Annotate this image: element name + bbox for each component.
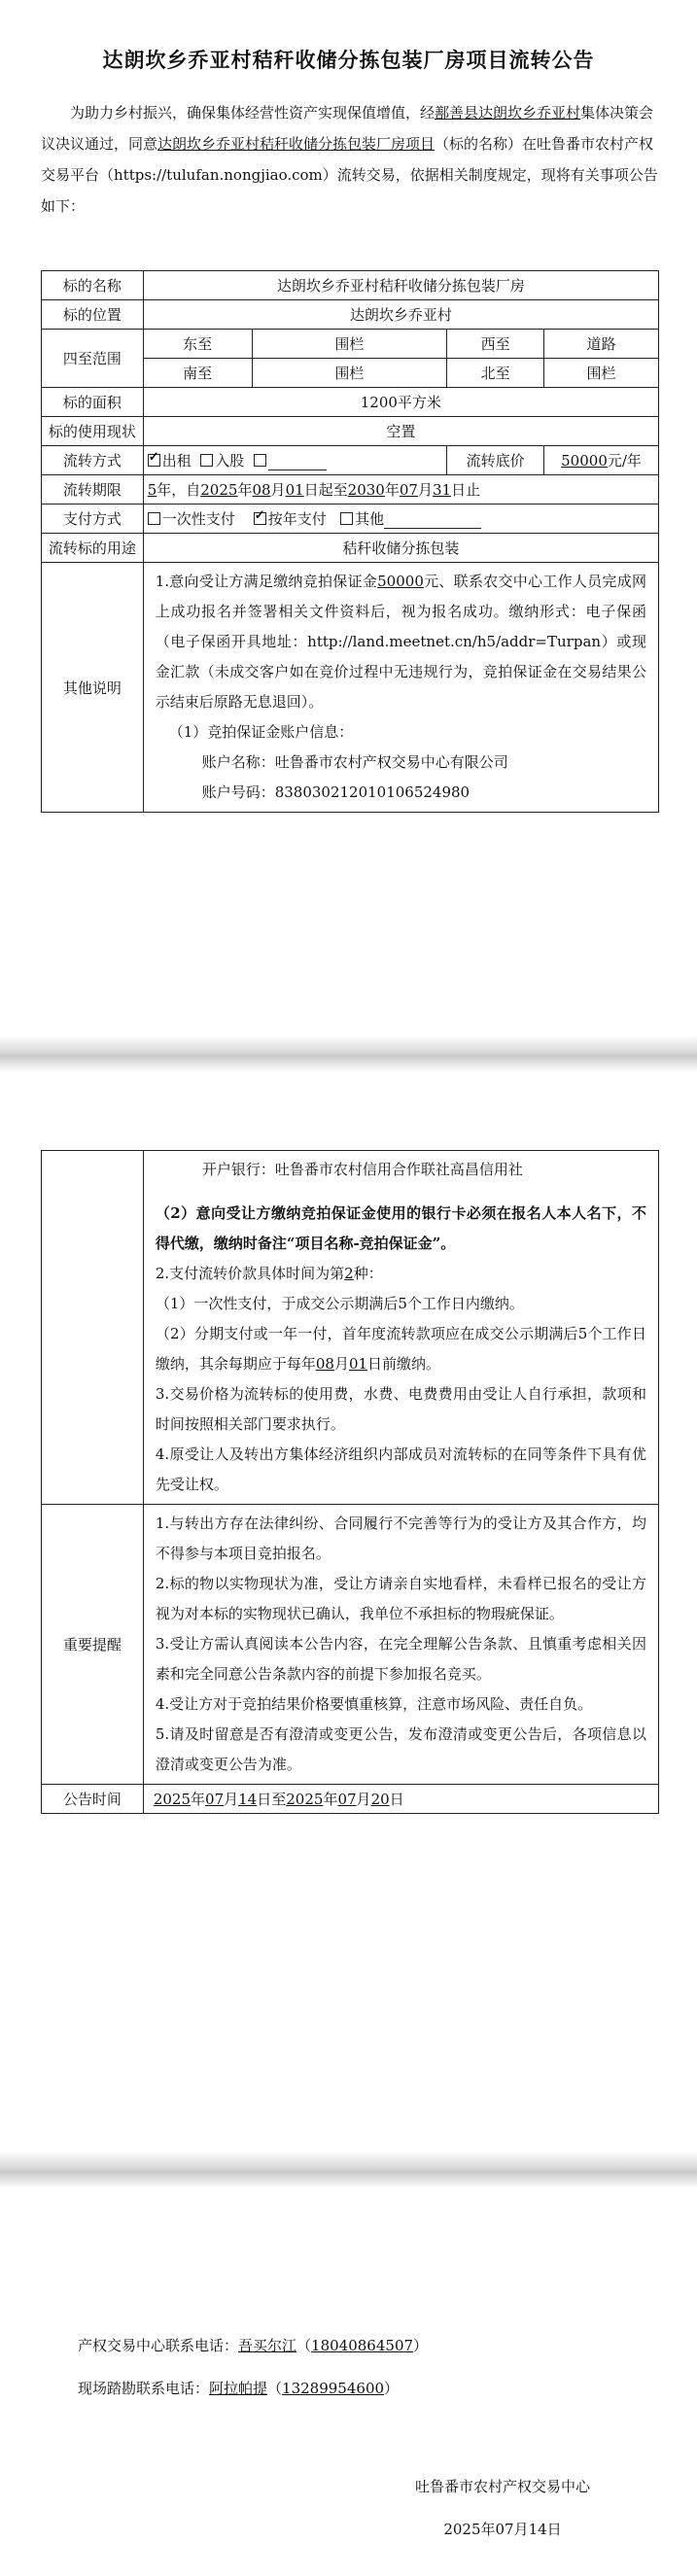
- payment-options: [143, 505, 658, 534]
- page-2: [0, 1072, 697, 2151]
- row-other: [42, 563, 659, 813]
- intro-text-2: 集体决策会议决议通过，同意: [41, 104, 654, 153]
- use-label: 流转标的用途: [42, 534, 144, 563]
- reminder-item: 3.受让方需认真阅读本公告内容，在完全理解公告条款、且慎重考虑相关因素和完全同意公告条款内容的前提下参加报名竞买。: [155, 1635, 646, 1683]
- mode-option-rent: 出租: [161, 452, 192, 470]
- row-area: [42, 388, 659, 417]
- period-text: 日止: [451, 481, 481, 499]
- row-reminders: [42, 1505, 659, 1785]
- checkbox-other-icon[interactable]: [254, 454, 266, 467]
- location-value: 达朗坎乡乔亚村: [143, 300, 658, 330]
- status-label: 标的使用现状: [42, 417, 144, 446]
- continued-table: [41, 1150, 659, 1814]
- base-price-label: 流转底价: [447, 446, 544, 475]
- issuer-name: 吐鲁番市农村产权交易中心: [414, 2478, 590, 2495]
- north-label: 北至: [447, 359, 544, 388]
- intro-paragraph: [41, 97, 659, 222]
- page-separator: [0, 2151, 697, 2188]
- other-notes: [143, 563, 658, 813]
- checkbox-lump-sum-icon[interactable]: [148, 512, 160, 525]
- location-label: 标的位置: [42, 300, 144, 330]
- base-price-value: [544, 446, 659, 475]
- time-text: 日: [389, 1791, 404, 1808]
- row-announce-time: [42, 1785, 659, 1814]
- row-period: [42, 475, 659, 505]
- payment-option-lump-sum: 一次性支付: [161, 510, 235, 528]
- intro-text-1: 为助力乡村振兴，确保集体经营性资产实现保值增值，经: [70, 104, 436, 122]
- payment-label: 支付方式: [42, 505, 144, 534]
- announce-time-value: [143, 1785, 658, 1814]
- page-separator: [0, 1035, 697, 1072]
- period-value: [143, 475, 658, 505]
- other-notes-continued: [143, 1151, 658, 1505]
- reminder-item: 2.标的物以实物现状为准，受让方请亲自实地看样，未看样已报名的受让方视为对本标的实物现状已确认，我单位不承担标的物瑕疵保证。: [155, 1575, 646, 1622]
- row-name: [42, 271, 659, 300]
- period-text: 年: [237, 481, 253, 499]
- account-name: 账户名称：吐鲁番市农村产权交易中心有限公司: [201, 753, 508, 771]
- row-use: [42, 534, 659, 563]
- base-price-amount: 50000: [561, 452, 608, 470]
- period-end-year: 2030: [347, 481, 385, 499]
- contact-site-survey: 现场踏勘联系电话：阿拉帕提（13289954600）: [78, 2380, 400, 2397]
- deposit-account-heading: （1）竞拍保证金账户信息：: [168, 723, 354, 741]
- pay-installment-month: 08: [315, 1355, 334, 1373]
- period-years: 5: [147, 481, 157, 499]
- period-end-day: 31: [432, 481, 452, 499]
- mode-label: 流转方式: [42, 446, 144, 475]
- time-start-year: 2025: [153, 1791, 192, 1808]
- contact-exchange-center: 产权交易中心联系电话：吾买尔江（18040864507）: [78, 2337, 429, 2354]
- bank-name: 开户银行：吐鲁番市农村信用合作联社高昌信用社: [201, 1161, 523, 1178]
- priority-note: 4.原受让人及转出方集体经济组织内部成员对流转标的在同等条件下具有优先受让权。: [155, 1445, 646, 1493]
- row-other-continued: [42, 1151, 659, 1505]
- reminder-item: 1.与转出方存在法律纠纷、合同履行不完善等行为的受让方及其合作方，均不得参与本项目竞拍报名。: [155, 1514, 646, 1562]
- deposit-card-notice: （2）意向受让方缴纳竞拍保证金使用的银行卡必须在报名人本人名下，不得代缴，缴纳时备注“项目名称-竞拍保证金”。: [155, 1204, 646, 1252]
- east-value: 围栏: [252, 330, 447, 359]
- pay-installment-text: （2）分期支付或一年一付，首年度流转款项应在成交公示期满后5个工作日缴纳，其余每期应于每年: [155, 1325, 646, 1373]
- info-table: [41, 270, 659, 813]
- intro-org: 鄯善县达朗坎乡乔亚村: [435, 104, 581, 122]
- payment-option-annual: 按年支付: [267, 510, 327, 528]
- period-end-month: 07: [399, 481, 418, 499]
- contact-label: 现场踏勘联系电话：: [78, 2380, 210, 2397]
- other-note-1c: 元、联系农交中心工作人员完成网上成功报名并签署相关文件资料后，视为报名成功。缴纳形式：电子保函（电子保函开具地址：http://land.meetnet.cn/h5/addr=Turpan）或现金汇款（未成交客户如在竞价过程中无违规行为，竞拍保证金在交易结果公示结束后原路无息退回）。: [155, 573, 646, 711]
- period-text: 月: [270, 481, 286, 499]
- bounds-label: 四至范围: [42, 330, 144, 388]
- pay-time-text: 2.支付流转价款具体时间为第: [155, 1265, 345, 1282]
- price-note: 3.交易价格为流转标的使用费，水费、电费费用由受让人自行承担，款项和时间按照相关部门要求执行。: [155, 1385, 646, 1433]
- time-text: 月: [356, 1791, 371, 1808]
- intro-text-3: （标的名称）在吐鲁番市农村产权交易平台（https://tulufan.nongjiao.com）流转交易，依据相关制度规定，现将有关事项公告如下：: [41, 135, 658, 215]
- row-mode: [42, 446, 659, 475]
- payment-other-blank: [384, 528, 481, 529]
- pay-installment-text: 日前缴纳。: [367, 1355, 441, 1373]
- period-text: 月: [417, 481, 433, 499]
- east-label: 东至: [143, 330, 252, 359]
- name-value: 达朗坎乡乔亚村秸秆收储分拣包装厂房: [143, 271, 658, 300]
- payment-option-other: 其他: [355, 510, 385, 528]
- period-text: 日起至: [303, 481, 348, 499]
- south-label: 南至: [143, 359, 252, 388]
- row-location: [42, 300, 659, 330]
- row-bounds-1: [42, 330, 659, 359]
- page-3: [0, 2188, 697, 2576]
- pay-installment-day: 01: [348, 1355, 368, 1373]
- area-label: 标的面积: [42, 388, 144, 417]
- reminder-list: [143, 1505, 658, 1785]
- announce-time-label: 公告时间: [42, 1785, 144, 1814]
- pay-lump-sum-note: （1）一次性支付，于成交公示期满后5个工作日内缴纳。: [155, 1295, 524, 1312]
- contacts: [78, 2324, 428, 2410]
- reminder-item: 4.受让方对于竞拍结果价格要慎重核算，注意市场风险、责任自负。: [155, 1695, 593, 1713]
- base-price-unit: 元/年: [607, 452, 642, 470]
- period-start-year: 2025: [200, 481, 238, 499]
- reminder-item: 5.请及时留意是否有澄清或变更公告，发布澄清或变更公告后，各项信息以澄清或变更公告为准。: [155, 1725, 646, 1773]
- time-start-day: 14: [238, 1791, 258, 1808]
- mode-options: [143, 446, 447, 475]
- contact-name: 吾买尔江: [238, 2337, 297, 2354]
- area-value: 1200平方米: [143, 388, 658, 417]
- checkbox-pay-other-icon[interactable]: [340, 512, 353, 525]
- south-value: 围栏: [252, 359, 447, 388]
- time-text: 日至: [257, 1791, 287, 1808]
- pay-installment-text: 月: [333, 1355, 349, 1373]
- account-number: 账户号码：8380302120101065249​80: [201, 783, 470, 801]
- period-text: 年，自: [157, 481, 201, 499]
- issue-date: 2025年07月14日: [443, 2521, 562, 2538]
- intro-project: 达朗坎乡乔亚村秸秆收储分拣包装厂房项目: [157, 135, 436, 153]
- time-text: 年: [191, 1791, 206, 1808]
- page-1: [0, 0, 697, 1035]
- period-text: 年: [384, 481, 400, 499]
- time-text: 月: [224, 1791, 239, 1808]
- other-label: 其他说明: [42, 563, 144, 813]
- time-end-month: 07: [337, 1791, 357, 1808]
- deposit-amount: 50000: [377, 573, 424, 590]
- row-status: [42, 417, 659, 446]
- reminder-label: 重要提醒: [42, 1505, 144, 1785]
- contact-phone[interactable]: 18040864507: [311, 2337, 414, 2354]
- north-value: 围栏: [544, 359, 659, 388]
- name-label: 标的名称: [42, 271, 144, 300]
- contact-phone[interactable]: 13289954600: [282, 2380, 385, 2397]
- contact-label: 产权交易中心联系电话：: [78, 2337, 239, 2354]
- time-text: 年: [323, 1791, 338, 1808]
- page-title: 达朗坎乡乔亚村秸秆收储分拣包装厂房项目流转公告: [102, 49, 595, 72]
- period-start-day: 01: [285, 481, 304, 499]
- other-label-continued: [42, 1151, 144, 1505]
- period-start-month: 08: [252, 481, 271, 499]
- time-end-year: 2025: [286, 1791, 324, 1808]
- mode-option-share: 入股: [215, 452, 245, 470]
- checkbox-share-icon[interactable]: [200, 454, 213, 467]
- west-label: 西至: [447, 330, 544, 359]
- pay-time-option: 2: [344, 1265, 354, 1282]
- other-note-1a: 1.意向受让方满足缴纳竞拍保证金: [155, 573, 378, 590]
- contact-name: 阿拉帕提: [209, 2380, 268, 2397]
- west-value: 道路: [544, 330, 659, 359]
- checkbox-annual-checked-icon[interactable]: [254, 512, 266, 525]
- row-payment: [42, 505, 659, 534]
- time-start-month: 07: [205, 1791, 225, 1808]
- checkbox-rent-checked-icon[interactable]: [148, 454, 160, 467]
- use-value: 秸秆收储分拣包装: [143, 534, 658, 563]
- pay-time-text-end: 种：: [353, 1265, 383, 1282]
- signature-block: [415, 2465, 590, 2551]
- period-label: 流转期限: [42, 475, 144, 505]
- time-end-day: 20: [370, 1791, 390, 1808]
- status-value: 空置: [143, 417, 658, 446]
